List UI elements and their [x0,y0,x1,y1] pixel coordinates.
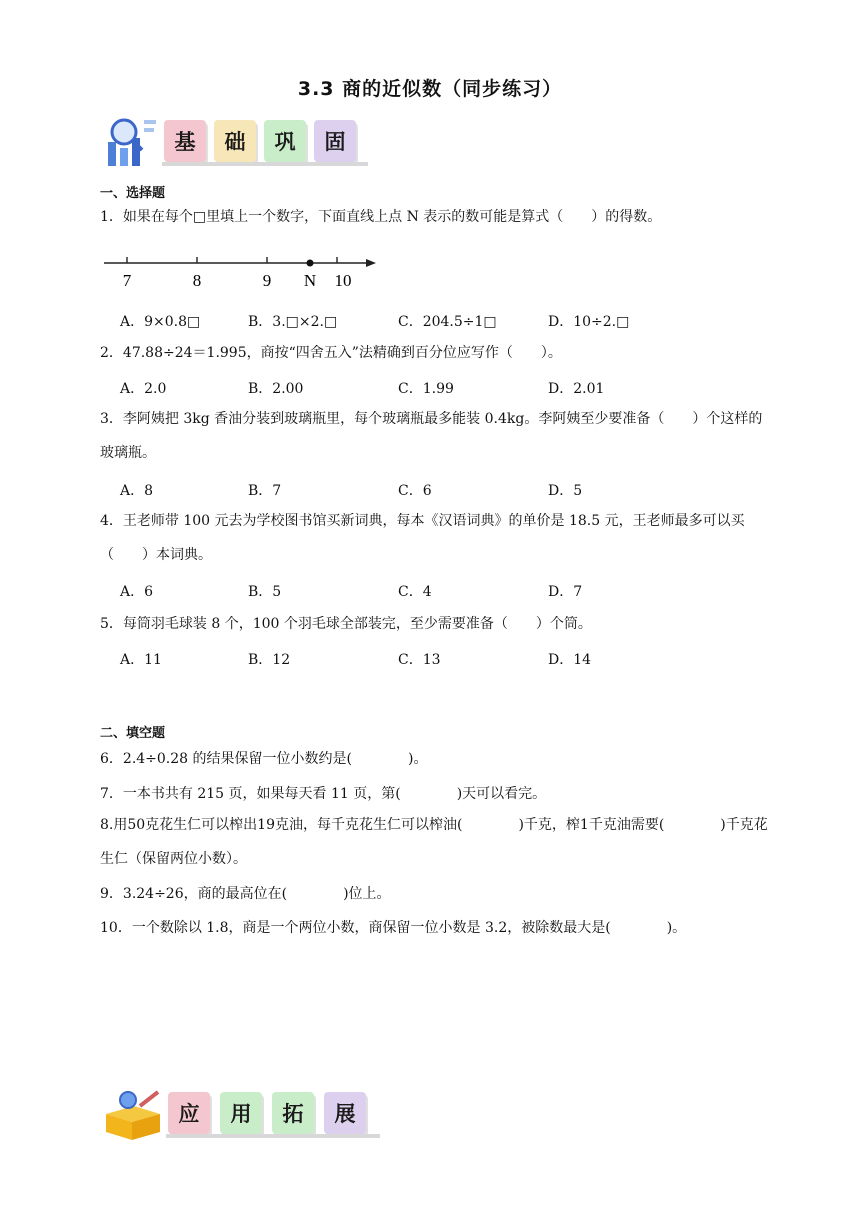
question-8: 8.用50克花生仁可以榨出19克油，每千克花生仁可以榨油( )千克，榨1千克油需要( )千克花生仁（保留两位小数）。 [100,817,768,867]
question-2: 2．47.88÷24＝1.995，商按“四舍五入”法精确到百分位应写作（ ）。 [100,345,562,361]
question-6: 6．2.4÷0.28 的结果保留一位小数约是( )。 [100,751,428,767]
option-a[interactable]: A．2.0 [120,381,167,397]
question-3: 3．李阿姨把 3kg 香油分装到玻璃瓶里，每个玻璃瓶最多能装 0.4kg。李阿姨至少要准备（ ）个这样的玻璃瓶。 [100,411,763,461]
banner-tile-4: 展 [324,1092,366,1134]
banner-underline [162,162,368,166]
banner-tile-2: 用 [220,1092,262,1134]
tick-label-9: 9 [262,271,272,290]
option-b[interactable]: B．3.□×2.□ [248,314,338,330]
option-a[interactable]: A．11 [120,652,162,668]
option-c[interactable]: C．204.5÷1□ [398,314,497,330]
banner-tile-3: 拓 [272,1092,314,1134]
section-banner-extension [100,1084,390,1144]
question-1: 1．如果在每个□里填上一个数字，下面直线上点 N 表示的数可能是算式（ ）的得数。 [100,209,662,225]
option-b[interactable]: B．7 [248,483,282,499]
option-d[interactable]: D．14 [548,652,592,668]
option-b[interactable]: B．2.00 [248,381,304,397]
question-4: 4．王老师带 100 元去为学校图书馆买新词典，每本《汉语词典》的单价是 18.5 元，王老师最多可以买（ ）本词典。 [100,513,745,563]
point-n-dot [307,260,314,267]
page-title: 3.3 商的近似数（同步练习） [297,78,563,100]
banner-tile-2: 础 [214,120,256,162]
tick-label-8: 8 [192,271,202,290]
banner-underline [166,1134,380,1138]
option-c[interactable]: C．1.99 [398,381,454,397]
tick-label-n: N [303,271,317,290]
tick-label-7: 7 [122,271,132,290]
banner-tile-1: 应 [168,1092,210,1134]
question-7: 7．一本书共有 215 页，如果每天看 11 页，第( )天可以看完。 [100,786,547,802]
question-5: 5．每筒羽毛球装 8 个，100 个羽毛球全部装完，至少需要准备（ ）个筒。 [100,616,592,632]
banner-tile-1: 基 [164,120,206,162]
option-c[interactable]: C．13 [398,652,441,668]
question-9: 9．3.24÷26，商的最高位在( )位上。 [100,886,391,902]
option-c[interactable]: C．6 [398,483,432,499]
banner-tile-3: 巩 [264,120,306,162]
number-line [100,244,390,290]
section-heading-fill: 二、填空题 [100,726,166,741]
option-a[interactable]: A．6 [120,584,154,600]
option-d[interactable]: D．2.01 [548,381,605,397]
option-d[interactable]: D．5 [548,483,583,499]
section-heading-choice: 一、选择题 [100,186,166,201]
option-b[interactable]: B．5 [248,584,282,600]
toolbox-icon [100,1084,164,1144]
magnifier-chart-icon [100,112,160,172]
tick-label-10: 10 [334,271,352,290]
section-banner-basic [100,112,370,172]
banner-tile-4: 固 [314,120,356,162]
arrow-icon [366,259,376,267]
question-10: 10．一个数除以 1.8，商是一个两位小数，商保留一位小数是 3.2，被除数最大是( )。 [100,920,687,936]
option-d[interactable]: D．10÷2.□ [548,314,630,330]
option-c[interactable]: C．4 [398,584,432,600]
option-a[interactable]: A．8 [120,483,154,499]
option-b[interactable]: B．12 [248,652,291,668]
option-d[interactable]: D．7 [548,584,583,600]
option-a[interactable]: A．9×0.8□ [120,314,201,330]
